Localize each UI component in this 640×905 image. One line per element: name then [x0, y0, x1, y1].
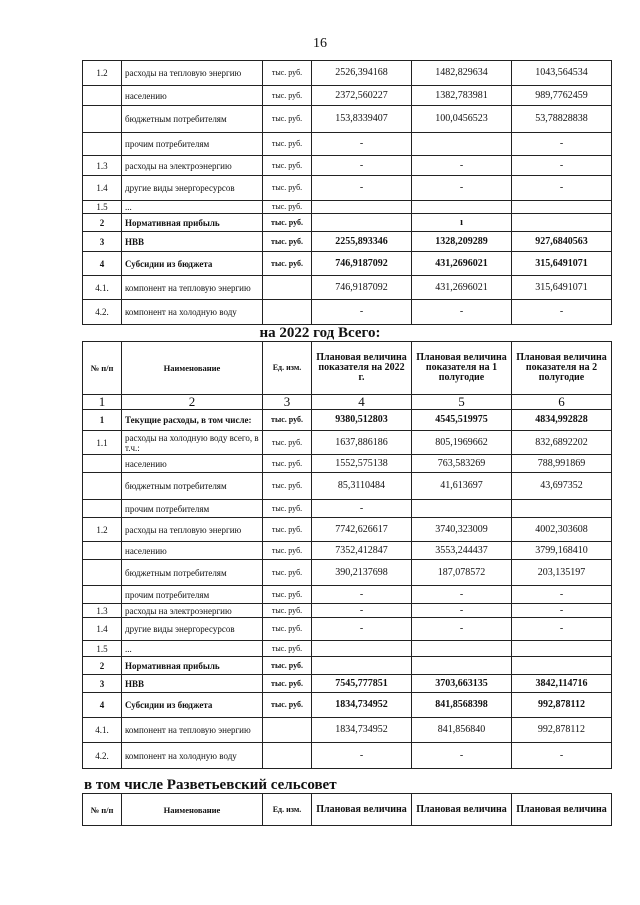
table-row	[83, 214, 612, 232]
table-row	[83, 657, 612, 675]
row-name: Субсидии из бюджета	[122, 252, 263, 276]
row-unit: тыс. руб.	[263, 201, 312, 214]
row-name: другие виды энергоресурсов	[122, 176, 263, 201]
row-name: прочим потребителям	[122, 586, 263, 604]
row-number	[83, 473, 122, 500]
row-unit: тыс. руб.	[263, 560, 312, 586]
table-row	[83, 560, 612, 586]
row-number: 1	[83, 410, 122, 431]
row-number: 1.2	[83, 518, 122, 542]
column-number: 1	[83, 395, 122, 410]
row-name: прочим потребителям	[122, 133, 263, 156]
row-value: -	[312, 300, 412, 325]
row-unit: тыс. руб.	[263, 410, 312, 431]
row-value: 53,78828838	[512, 106, 612, 133]
row-value: 3842,114716	[512, 675, 612, 693]
row-value: -	[412, 743, 512, 769]
row-value: 3799,168410	[512, 542, 612, 560]
row-value: -	[312, 500, 412, 518]
row-number: 2	[83, 657, 122, 675]
row-name: населению	[122, 542, 263, 560]
row-value: 1552,575138	[312, 455, 412, 473]
header-number: № п/п	[83, 794, 122, 826]
row-value: -	[512, 618, 612, 641]
table-row	[83, 542, 612, 560]
row-value	[312, 657, 412, 675]
table-row	[83, 252, 612, 276]
row-unit	[263, 300, 312, 325]
row-unit: тыс. руб.	[263, 473, 312, 500]
row-value	[512, 657, 612, 675]
table-row	[83, 133, 612, 156]
row-value	[512, 641, 612, 657]
table-row	[83, 473, 612, 500]
table-row	[83, 232, 612, 252]
row-number: 4.2.	[83, 743, 122, 769]
row-number: 4	[83, 693, 122, 718]
row-value: 989,7762459	[512, 86, 612, 106]
table-row	[83, 86, 612, 106]
row-value	[312, 641, 412, 657]
row-unit: тыс. руб.	[263, 86, 312, 106]
row-number	[83, 455, 122, 473]
row-number: 3	[83, 675, 122, 693]
row-number	[83, 133, 122, 156]
row-value: 7352,412847	[312, 542, 412, 560]
row-name: Нормативная прибыль	[122, 214, 263, 232]
row-value: -	[512, 743, 612, 769]
table-razvetevsky	[82, 793, 612, 826]
row-number: 1.5	[83, 641, 122, 657]
table-2022-total	[82, 341, 612, 769]
row-unit: тыс. руб.	[263, 586, 312, 604]
table-row	[83, 586, 612, 604]
row-value: 763,583269	[412, 455, 512, 473]
column-number: 5	[412, 395, 512, 410]
row-name: бюджетным потребителям	[122, 473, 263, 500]
row-value: -	[512, 176, 612, 201]
row-unit: тыс. руб.	[263, 176, 312, 201]
column-number-row	[83, 395, 612, 410]
row-value: 1328,209289	[412, 232, 512, 252]
table-row	[83, 61, 612, 86]
row-value: 100,0456523	[412, 106, 512, 133]
table-row	[83, 156, 612, 176]
header-value-half1: Плановая величина	[412, 794, 512, 826]
row-value: 2255,893346	[312, 232, 412, 252]
table-row	[83, 618, 612, 641]
row-value	[512, 201, 612, 214]
row-name: ...	[122, 641, 263, 657]
row-value	[412, 133, 512, 156]
row-value: 1382,783981	[412, 86, 512, 106]
section-title-2022: на 2022 год Всего:	[259, 325, 381, 341]
row-number	[83, 542, 122, 560]
table-row	[83, 718, 612, 743]
table-row	[83, 455, 612, 473]
row-number	[83, 86, 122, 106]
row-value: -	[312, 156, 412, 176]
row-value: 3740,323009	[412, 518, 512, 542]
page-number: 16	[313, 36, 327, 51]
table-row	[83, 410, 612, 431]
table-header-row	[83, 342, 612, 395]
row-value	[412, 641, 512, 657]
row-name: прочим потребителям	[122, 500, 263, 518]
row-value: -	[512, 133, 612, 156]
row-value: 85,3110484	[312, 473, 412, 500]
row-number: 4.2.	[83, 300, 122, 325]
table-row	[83, 276, 612, 300]
row-unit: тыс. руб.	[263, 618, 312, 641]
row-value: 832,6892202	[512, 431, 612, 455]
header-unit: Ед. изм.	[263, 794, 312, 826]
row-value: 2372,560227	[312, 86, 412, 106]
row-value: -	[312, 133, 412, 156]
row-name: компонент на холодную воду	[122, 300, 263, 325]
row-value: 841,8568398	[412, 693, 512, 718]
row-name: расходы на холодную воду всего, в т.ч.:	[122, 431, 263, 455]
table-row	[83, 693, 612, 718]
row-value: -	[312, 586, 412, 604]
header-unit: Ед. изм.	[263, 342, 312, 395]
header-value-year: Плановая величина	[312, 794, 412, 826]
column-number: 2	[122, 395, 263, 410]
row-value: 431,2696021	[412, 276, 512, 300]
row-value: 992,878112	[512, 718, 612, 743]
row-value: -	[312, 604, 412, 618]
row-value: 315,6491071	[512, 276, 612, 300]
row-name: бюджетным потребителям	[122, 560, 263, 586]
row-name: компонент на тепловую энергию	[122, 276, 263, 300]
row-value: 153,8339407	[312, 106, 412, 133]
row-name: расходы на электроэнергию	[122, 604, 263, 618]
row-value: 4834,992828	[512, 410, 612, 431]
row-name: населению	[122, 455, 263, 473]
row-value: 1637,886186	[312, 431, 412, 455]
column-number: 6	[512, 395, 612, 410]
table-row	[83, 500, 612, 518]
row-unit: тыс. руб.	[263, 455, 312, 473]
table-row	[83, 201, 612, 214]
row-unit: тыс. руб.	[263, 518, 312, 542]
row-value: 1482,829634	[412, 61, 512, 86]
row-value: 4545,519975	[412, 410, 512, 431]
row-unit: тыс. руб.	[263, 232, 312, 252]
header-value-year: Плановая величина показателя на 2022 г.	[312, 342, 412, 395]
row-number: 1.1	[83, 431, 122, 455]
row-value: -	[312, 743, 412, 769]
row-value: 1834,734952	[312, 693, 412, 718]
row-value: -	[412, 156, 512, 176]
row-number: 1.3	[83, 156, 122, 176]
column-number: 3	[263, 395, 312, 410]
row-number	[83, 586, 122, 604]
row-number: 3	[83, 232, 122, 252]
header-value-half1: Плановая величина показателя на 1 полугодие	[412, 342, 512, 395]
row-value	[512, 500, 612, 518]
header-value-half2: Плановая величина показателя на 2 полугодие	[512, 342, 612, 395]
row-value: -	[512, 604, 612, 618]
row-value: -	[512, 156, 612, 176]
row-value: 390,2137698	[312, 560, 412, 586]
row-name: компонент на тепловую энергию	[122, 718, 263, 743]
row-value: 431,2696021	[412, 252, 512, 276]
row-number: 1.2	[83, 61, 122, 86]
row-value: -	[412, 176, 512, 201]
row-number	[83, 560, 122, 586]
row-unit: тыс. руб.	[263, 604, 312, 618]
row-value: 746,9187092	[312, 276, 412, 300]
row-value	[512, 214, 612, 232]
row-value: -	[312, 618, 412, 641]
row-value	[312, 201, 412, 214]
row-unit: тыс. руб.	[263, 641, 312, 657]
table-row	[83, 743, 612, 769]
row-name: ...	[122, 201, 263, 214]
row-value: 9380,512803	[312, 410, 412, 431]
table-row	[83, 604, 612, 618]
row-unit	[263, 276, 312, 300]
row-name: бюджетным потребителям	[122, 106, 263, 133]
row-value: -	[312, 176, 412, 201]
row-name: НВВ	[122, 232, 263, 252]
row-value: 3703,663135	[412, 675, 512, 693]
row-name: НВВ	[122, 675, 263, 693]
row-name: компонент на холодную воду	[122, 743, 263, 769]
row-unit	[263, 743, 312, 769]
row-unit: тыс. руб.	[263, 431, 312, 455]
row-value: 187,078572	[412, 560, 512, 586]
row-value: -	[412, 618, 512, 641]
row-number: 2	[83, 214, 122, 232]
row-value: 746,9187092	[312, 252, 412, 276]
section-title-razvetevsky: в том числе Разветьевский сельсовет	[84, 777, 337, 793]
row-value: 992,878112	[512, 693, 612, 718]
header-name: Наименование	[122, 794, 263, 826]
header-name: Наименование	[122, 342, 263, 395]
table-header-row	[83, 794, 612, 826]
row-name: другие виды энергоресурсов	[122, 618, 263, 641]
row-value: 43,697352	[512, 473, 612, 500]
table-2021-continued	[82, 60, 612, 325]
row-number: 4	[83, 252, 122, 276]
row-unit: тыс. руб.	[263, 214, 312, 232]
row-name: расходы на тепловую энергию	[122, 518, 263, 542]
row-value: -	[412, 300, 512, 325]
header-value-half2: Плановая величина	[512, 794, 612, 826]
row-value: -	[512, 300, 612, 325]
row-name: Субсидии из бюджета	[122, 693, 263, 718]
row-value: 315,6491071	[512, 252, 612, 276]
row-number: 4.1.	[83, 718, 122, 743]
row-value: 1834,734952	[312, 718, 412, 743]
row-number	[83, 500, 122, 518]
row-value: 203,135197	[512, 560, 612, 586]
row-value: 3553,244437	[412, 542, 512, 560]
row-name: расходы на электроэнергию	[122, 156, 263, 176]
row-value: 841,856840	[412, 718, 512, 743]
row-value: 805,1969662	[412, 431, 512, 455]
row-unit: тыс. руб.	[263, 500, 312, 518]
row-unit: тыс. руб.	[263, 657, 312, 675]
row-unit: тыс. руб.	[263, 133, 312, 156]
row-unit: тыс. руб.	[263, 693, 312, 718]
row-value	[412, 500, 512, 518]
table-row	[83, 106, 612, 133]
table-row	[83, 641, 612, 657]
row-unit: тыс. руб.	[263, 252, 312, 276]
row-value: -	[412, 604, 512, 618]
header-number: № п/п	[83, 342, 122, 395]
row-value	[312, 214, 412, 232]
row-number: 4.1.	[83, 276, 122, 300]
table-row	[83, 431, 612, 455]
row-value: 41,613697	[412, 473, 512, 500]
row-value: 1043,564534	[512, 61, 612, 86]
row-value: -	[512, 586, 612, 604]
row-value: 7742,626617	[312, 518, 412, 542]
row-number	[83, 106, 122, 133]
row-number: 1.3	[83, 604, 122, 618]
row-unit: тыс. руб.	[263, 675, 312, 693]
row-value: 7545,777851	[312, 675, 412, 693]
table-row	[83, 518, 612, 542]
row-value: ı	[412, 214, 512, 232]
row-value: 788,991869	[512, 455, 612, 473]
row-unit: тыс. руб.	[263, 156, 312, 176]
row-name: населению	[122, 86, 263, 106]
row-number: 1.4	[83, 176, 122, 201]
table-row	[83, 176, 612, 201]
row-value: 2526,394168	[312, 61, 412, 86]
row-value	[412, 657, 512, 675]
row-name: Нормативная прибыль	[122, 657, 263, 675]
row-value: 4002,303608	[512, 518, 612, 542]
row-unit: тыс. руб.	[263, 542, 312, 560]
row-unit: тыс. руб.	[263, 61, 312, 86]
row-name: Текущие расходы, в том числе:	[122, 410, 263, 431]
row-unit	[263, 718, 312, 743]
row-value: 927,6840563	[512, 232, 612, 252]
row-number: 1.4	[83, 618, 122, 641]
row-number: 1.5	[83, 201, 122, 214]
table-row	[83, 675, 612, 693]
table-row	[83, 300, 612, 325]
row-value: -	[412, 586, 512, 604]
column-number: 4	[312, 395, 412, 410]
row-name: расходы на тепловую энергию	[122, 61, 263, 86]
row-value	[412, 201, 512, 214]
row-unit: тыс. руб.	[263, 106, 312, 133]
